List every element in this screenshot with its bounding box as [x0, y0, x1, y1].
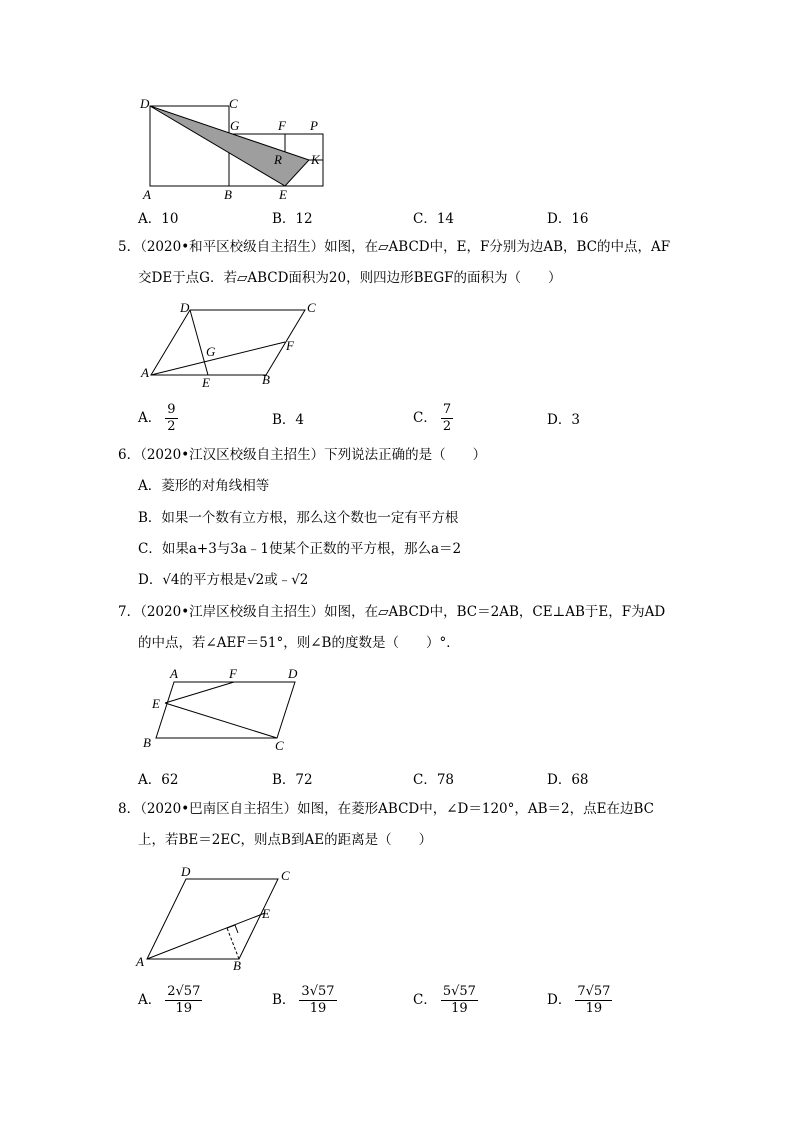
q8-figure [135, 862, 315, 974]
q5-option-c-letter: C． [413, 410, 437, 426]
q5-stem-line2: 交DE于点G．若▱ABCD面积为20，则四边形BEGF的面积为（ ） [138, 270, 562, 286]
q7-label-a: A [170, 666, 178, 681]
q5-option-d[interactable]: D．3 [547, 412, 580, 428]
q8-option-d-denominator: 19 [585, 1001, 603, 1016]
q7-option-a[interactable]: A．62 [138, 772, 179, 788]
q8-stem-line1: 8．（2020•巴南区自主招生）如图，在菱形ABCD中，∠D＝120°，AB＝2，点E在边BC [118, 801, 654, 817]
q7-option-c[interactable]: C．78 [413, 772, 455, 788]
q4-label-p: P [310, 118, 318, 133]
q5-option-c-fraction [441, 402, 453, 435]
q8-option-c-letter: C． [413, 992, 437, 1008]
q4-option-b[interactable]: B．12 [272, 211, 313, 227]
q6-option-c[interactable]: C．如果a+3与3a﹣1使某个正数的平方根，那么a＝2 [138, 541, 462, 557]
q5-option-b[interactable]: B．4 [272, 412, 305, 428]
q4-option-c[interactable]: C．14 [413, 211, 455, 227]
q7-label-f: F [229, 666, 237, 681]
q6-option-d[interactable]: D．√4的平方根是√2或﹣√2 [138, 572, 309, 588]
q8-option-c[interactable] [413, 984, 478, 1017]
q5-label-c: C [307, 300, 316, 315]
q4-label-g: G [230, 118, 240, 133]
q7-line-ef [165, 682, 234, 703]
q8-option-d-numerator: 7√57 [577, 984, 611, 999]
q6-option-b[interactable]: B．如果一个数有立方根，那么这个数也一定有平方根 [138, 510, 459, 526]
q5-option-c-denominator: 2 [442, 419, 452, 434]
q4-option-d[interactable]: D．16 [547, 211, 589, 227]
q8-option-a-letter: A． [138, 992, 162, 1008]
q4-option-a[interactable]: A．10 [138, 211, 179, 227]
q8-label-c: C [281, 868, 290, 883]
q8-right-angle-mark [227, 925, 238, 933]
q5-option-c-numerator: 7 [442, 402, 452, 417]
q8-option-b[interactable] [272, 984, 337, 1017]
q7-label-c: C [275, 738, 284, 753]
q8-option-d-fraction [575, 984, 612, 1017]
q7-label-d: D [288, 666, 298, 681]
q8-label-a: A [136, 954, 144, 969]
q7-label-e: E [152, 696, 160, 711]
q4-label-c: C [229, 96, 238, 111]
q8-label-d: D [181, 864, 191, 879]
q8-label-e: E [262, 906, 270, 921]
q5-option-a-numerator: 9 [167, 402, 176, 417]
q4-label-d: D [140, 96, 150, 111]
q5-label-g: G [206, 344, 216, 359]
q6-stem: 6．（2020•江汉区校级自主招生）下列说法正确的是（ ） [118, 447, 487, 463]
q5-label-a: A [141, 365, 149, 380]
q8-option-c-numerator: 5√57 [442, 984, 476, 999]
q8-option-b-denominator: 19 [309, 1001, 327, 1016]
q7-line-ec [165, 703, 277, 738]
q5-figure [138, 298, 328, 390]
q5-option-a[interactable] [138, 402, 178, 435]
q8-label-b: B [233, 958, 241, 973]
q5-stem-line1: 5．（2020•和平区校级自主招生）如图，在▱ABCD中，E，F分别为边AB，BC的中点，AF [118, 239, 671, 255]
q5-line-af [151, 342, 285, 375]
q8-option-a-numerator: 2√57 [167, 984, 201, 999]
q6-option-a[interactable]: A．菱形的对角线相等 [138, 478, 270, 494]
q8-line-ae [147, 913, 265, 959]
q8-option-a-denominator: 19 [175, 1001, 193, 1016]
q8-option-a[interactable] [138, 984, 202, 1017]
q4-label-f: F [278, 118, 286, 133]
q7-option-b[interactable]: B．72 [272, 772, 313, 788]
q4-label-b: B [224, 187, 232, 202]
q4-label-r: R [274, 152, 282, 167]
q5-label-d: D [180, 300, 190, 315]
q4-figure [135, 92, 335, 204]
q8-option-d-letter: D． [547, 992, 572, 1008]
q8-option-c-denominator: 19 [451, 1001, 468, 1016]
q4-label-e: E [279, 187, 287, 202]
q8-option-b-letter: B． [272, 992, 296, 1008]
q8-option-a-fraction [165, 984, 202, 1017]
q8-option-d[interactable] [547, 984, 612, 1017]
q7-label-b: B [143, 735, 151, 750]
q8-option-b-fraction [299, 984, 336, 1017]
q5-option-a-fraction [165, 402, 177, 435]
q7-option-d[interactable]: D．68 [547, 772, 589, 788]
q5-option-a-denominator: 2 [167, 419, 176, 434]
q8-option-b-numerator: 3√57 [301, 984, 335, 999]
q8-option-c-fraction [441, 984, 478, 1017]
q8-rhombus [147, 879, 278, 959]
q5-label-b: B [262, 372, 270, 387]
q5-label-f: F [286, 338, 294, 353]
q5-option-a-letter: A． [138, 410, 162, 426]
q8-stem-line2: 上，若BE＝2EC，则点B到AE的距离是（ ） [138, 832, 433, 848]
q4-label-k: K [311, 152, 320, 167]
q5-line-de [190, 310, 208, 375]
q7-stem-line2: 的中点，若∠AEF＝51°，则∠B的度数是（ ）°． [138, 635, 460, 651]
q5-label-e: E [202, 375, 210, 390]
q8-perpendicular [227, 928, 239, 959]
q4-label-a: A [143, 187, 151, 202]
q7-parallelogram [156, 682, 295, 738]
q7-stem-line1: 7．（2020•江岸区校级自主招生）如图，在▱ABCD中，BC＝2AB，CE⊥AB于E，F为AD [118, 604, 666, 620]
q7-figure [138, 664, 318, 756]
q5-option-c[interactable] [413, 402, 453, 435]
